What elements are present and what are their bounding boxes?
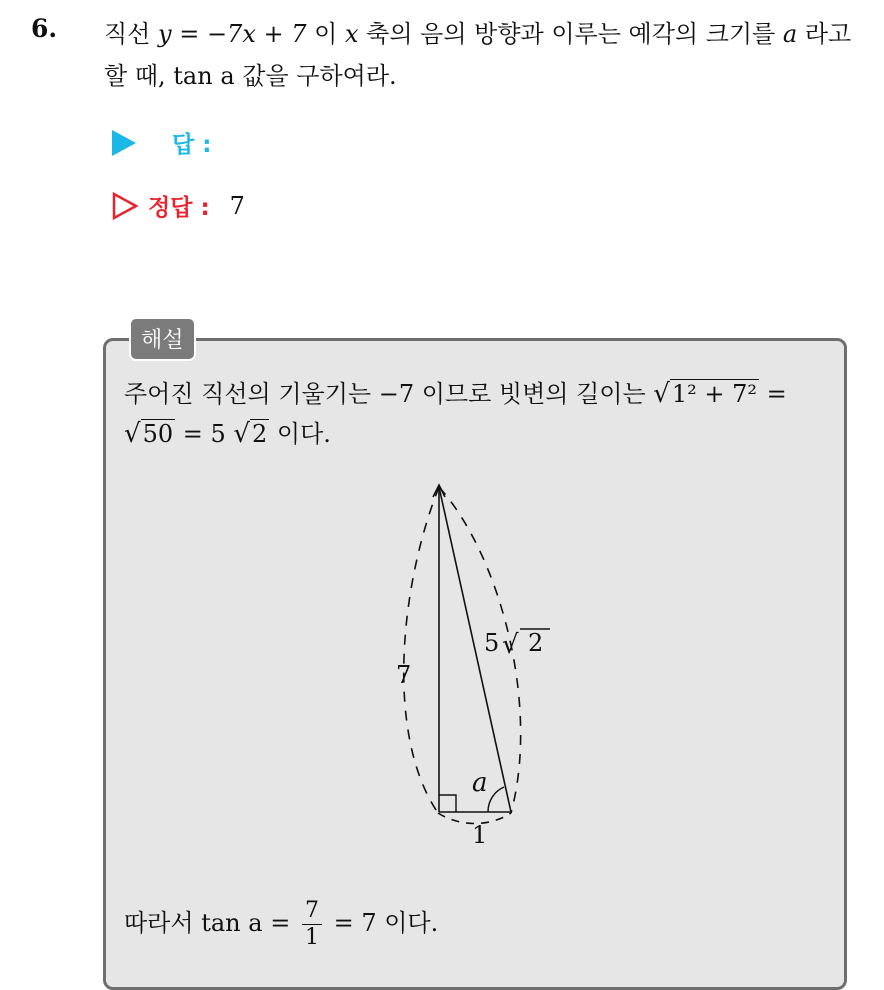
- solution-line-2: [124, 414, 331, 454]
- triangle-figure: [380, 475, 580, 855]
- question-text: [104, 13, 874, 97]
- angle-label: a: [472, 768, 488, 798]
- right-angle-mark: [439, 795, 456, 812]
- solution-line-1: [124, 374, 787, 414]
- equals-sign: =: [766, 380, 787, 408]
- fraction-denominator: 1: [304, 925, 319, 950]
- hypotenuse-coefficient-label: 5: [484, 629, 500, 657]
- question-text-part: 이: [314, 20, 338, 48]
- hypotenuse-sqrt-symbol: √: [502, 630, 519, 660]
- fraction: [302, 898, 322, 951]
- solution-text: 이다.: [384, 909, 439, 937]
- sqrt-radicand: 2: [252, 420, 268, 448]
- question-text-part: 할 때,: [104, 62, 166, 90]
- height-brace: [404, 487, 439, 813]
- sqrt-expression: √2: [233, 419, 268, 449]
- solution-conclusion: [124, 898, 438, 951]
- solution-text: 이다.: [276, 420, 331, 448]
- fraction-numerator: 7: [302, 898, 322, 925]
- hypotenuse-radicand-label: 2: [528, 629, 544, 657]
- sqrt-radicand: 50: [142, 420, 174, 448]
- solution-text: = 5: [182, 420, 226, 448]
- question-line-1: [104, 13, 874, 55]
- tan-expression: tan a: [173, 62, 235, 90]
- play-triangle-icon: [112, 130, 136, 156]
- solution-text: 따라서: [124, 909, 194, 937]
- question-text-part: 직선: [104, 20, 151, 48]
- answer-label: 답 :: [172, 132, 212, 158]
- base-label: 1: [472, 821, 488, 849]
- question-text-part: 값을 구하여라.: [242, 62, 397, 90]
- question-text-part: 라고: [804, 20, 852, 48]
- question-line-2: [104, 55, 874, 97]
- equation: y = −7x + 7: [158, 20, 307, 48]
- solution-text: 주어진 직선의 기울기는 −7 이므로 빗변의 길이는: [124, 380, 646, 408]
- solution-result: = 7: [333, 909, 377, 937]
- height-label: 7: [396, 661, 412, 689]
- answer-row: [112, 126, 211, 159]
- tan-expression: tan a: [201, 909, 263, 937]
- angle-arc: [488, 787, 504, 812]
- correct-answer-value: 7: [229, 191, 245, 220]
- sqrt-radicand: 1² + 7²: [671, 380, 758, 408]
- correct-answer-row: [112, 189, 245, 222]
- sqrt-expression: √50: [124, 419, 174, 449]
- equals-sign: =: [270, 909, 291, 937]
- sqrt-expression: √1² + 7²: [653, 379, 758, 409]
- solution-tag: 해설: [129, 317, 196, 361]
- correct-answer-label: 정답 :: [148, 195, 210, 221]
- hypotenuse-side: [439, 487, 511, 812]
- axis-variable: x: [344, 20, 359, 48]
- angle-variable: a: [782, 20, 798, 48]
- question-number: 6.: [31, 14, 58, 43]
- question-text-part: 축의 음의 방향과 이루는 예각의 크기를: [366, 20, 776, 48]
- outline-triangle-icon: [112, 192, 138, 220]
